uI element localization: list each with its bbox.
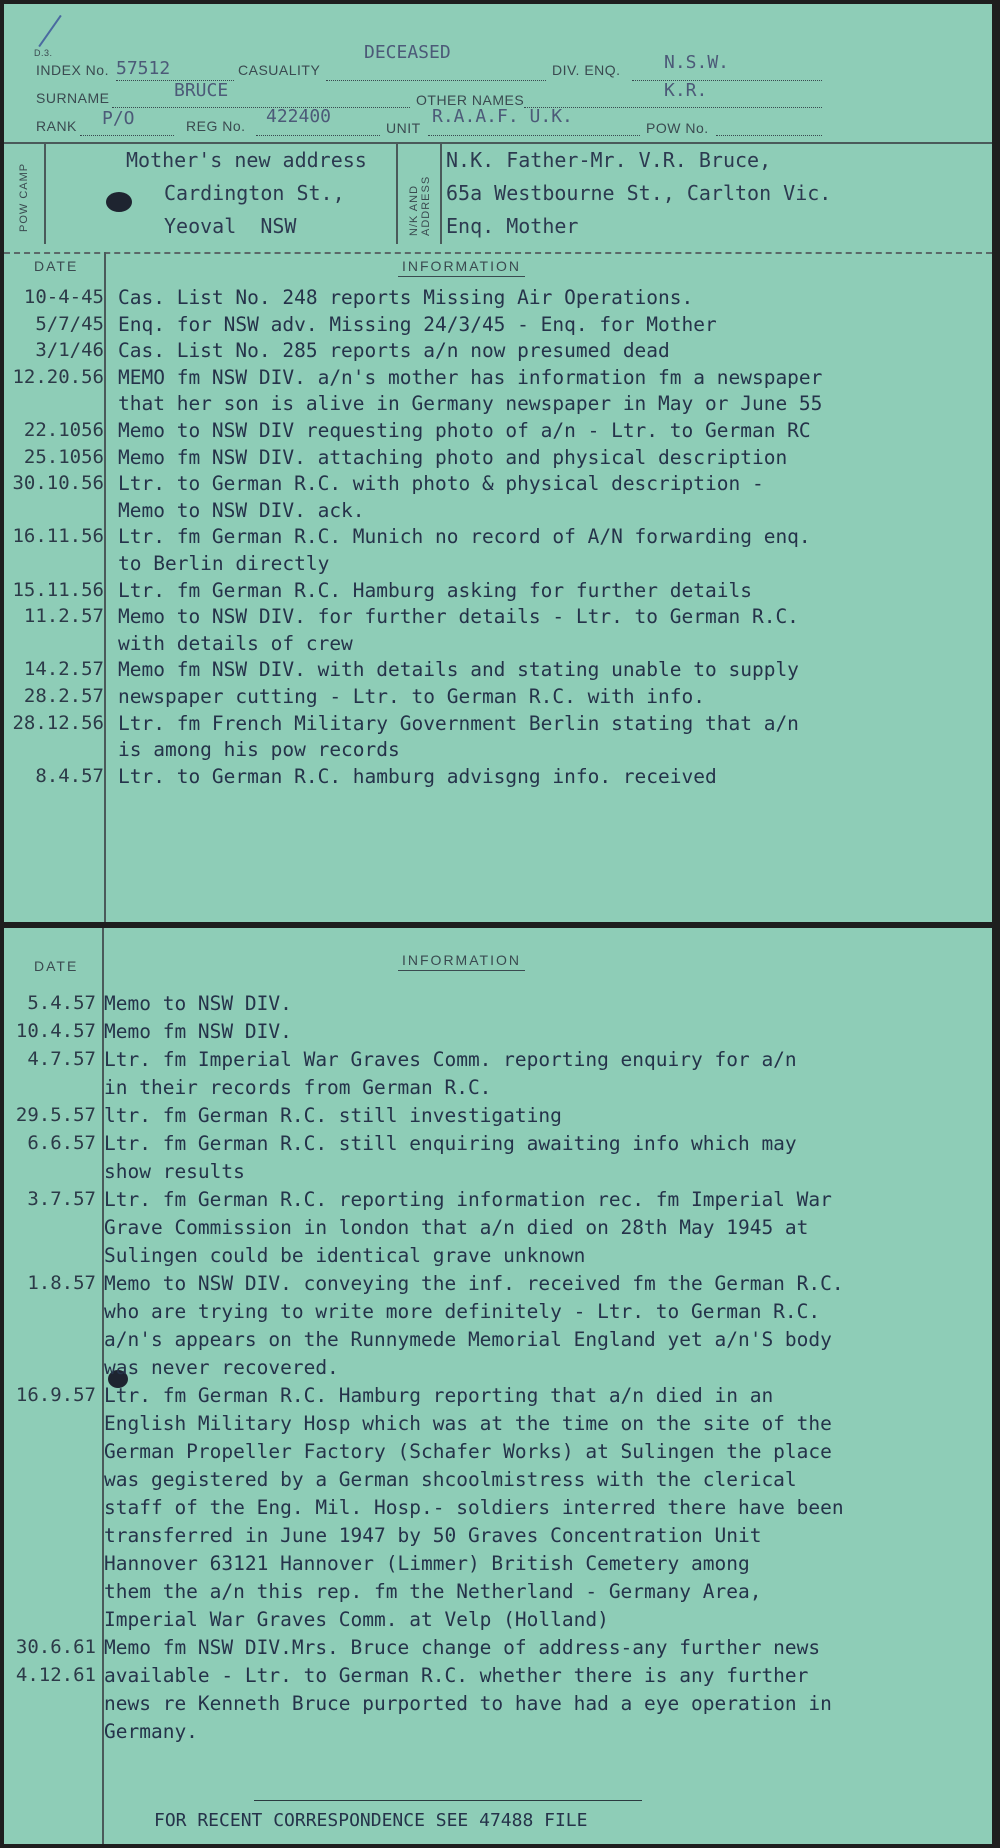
entry-date: 6.6.57: [27, 1132, 96, 1154]
entry-date: 29.5.57: [15, 1104, 96, 1126]
casualty-value: DECEASED: [364, 42, 451, 63]
entry-text-line: Ltr. fm French Military Government Berlin stating that a/n: [118, 711, 799, 735]
entry-text-line: Ltr. to German R.C. with photo & physical description -: [118, 472, 764, 496]
entry-text-line: Ltr. to German R.C. hamburg advisgng info. received: [118, 764, 717, 788]
entry-date: 4.7.57: [27, 1048, 96, 1070]
rank-label: RANK: [36, 118, 77, 134]
entry-text-line: Memo fm NSW DIV. attaching photo and physical description: [118, 445, 788, 469]
entry-text-line: MEMO fm NSW DIV. a/n's mother has information fm a newspaper: [118, 365, 823, 389]
entry-text-line: Ltr. fm German R.C. still enquiring awaiting info which may: [104, 1132, 797, 1155]
entry-text-line: Memo to NSW DIV.: [104, 992, 292, 1015]
entry-text-line: German Propeller Factory (Schafer Works) at Sulingen the place: [104, 1440, 832, 1463]
pow-camp-divider: [44, 142, 46, 244]
reg-underline: [256, 135, 380, 136]
index-card-2: [4, 928, 992, 1844]
entry-text-line: show results: [104, 1160, 245, 1183]
entry-text-line: Germany.: [104, 1720, 198, 1743]
rank-underline: [80, 135, 174, 136]
entry-text-line: Sulingen could be identical grave unknown: [104, 1244, 586, 1267]
entry-date: 15.11.56: [12, 578, 104, 601]
other-names-value: K.R.: [664, 80, 708, 101]
surname-underline: [112, 107, 410, 108]
entry-date: 3.7.57: [27, 1188, 96, 1210]
entry-text-line: news re Kenneth Bruce purported to have had a eye operation in: [104, 1692, 832, 1715]
index-label: INDEX No.: [36, 62, 109, 78]
entry-text-line: Memo to NSW DIV. ack.: [118, 498, 365, 522]
entry-text-line: a/n's appears on the Runnymede Memorial England yet a/n'S body: [104, 1328, 832, 1351]
entry-text-line: Ltr. fm German R.C. reporting information rec. fm Imperial War: [104, 1188, 832, 1211]
pen-mark: [38, 15, 61, 47]
entry-text-line: Imperial War Graves Comm. at Velp (Holland): [104, 1608, 609, 1631]
entry-date: 3/1/46: [35, 339, 104, 362]
entry-text-line: was never recovered.: [104, 1356, 339, 1379]
nk-line-3: Enq. Mother: [446, 214, 579, 238]
entry-date: 12.20.56: [12, 365, 104, 388]
divider-info: [4, 252, 992, 254]
camp-line-1: Mother's new address: [126, 148, 367, 172]
entry-text-line: Ltr. fm German R.C. Munich no record of A/N forwarding enq.: [118, 525, 811, 549]
pow-no-underline: [716, 135, 822, 136]
date-header: DATE: [34, 258, 79, 274]
nk-line-2: 65a Westbourne St., Carlton Vic.: [446, 181, 832, 205]
entry-date: 10-4-45: [23, 286, 104, 308]
entry-text-line: Memo fm NSW DIV. with details and stating unable to supply: [118, 658, 799, 682]
unit-value: R.A.A.F. U.K.: [432, 106, 573, 127]
nk-divider-left: [396, 142, 398, 244]
index-prefix: D.3.: [34, 48, 53, 58]
entry-text-line: who are trying to write more definitely - Ltr. to German R.C.: [104, 1300, 821, 1323]
entry-text-line: to Berlin directly: [118, 552, 330, 575]
entry-date: 1.8.57: [27, 1272, 96, 1294]
entry-text-line: Ltr. fm German R.C. Hamburg reporting that a/n died in an: [104, 1384, 774, 1407]
entry-text-line: newspaper cutting - Ltr. to German R.C. with info.: [118, 685, 705, 708]
entry-text-line: staff of the Eng. Mil. Hosp.- soldiers interred there have been: [104, 1496, 844, 1519]
camp-line-3: Yeoval NSW: [164, 214, 297, 238]
date-column-rule: [104, 252, 106, 922]
entry-text-line: Memo to NSW DIV requesting photo of a/n - Ltr. to German RC: [118, 419, 811, 442]
entry-text-line: Grave Commission in london that a/n died on 28th May 1945 at: [104, 1216, 809, 1239]
entry-date: 5/7/45: [35, 312, 104, 335]
index-value: 57512: [116, 58, 171, 79]
entry-date: 30.6.61: [15, 1636, 96, 1658]
surname-label: SURNAME: [36, 90, 110, 106]
entry-text-line: Memo fm NSW DIV.: [104, 1020, 292, 1043]
entry-date: 4.12.61: [15, 1664, 96, 1686]
entry-text-line: transferred in June 1947 by 50 Graves Concentration Unit: [104, 1524, 762, 1547]
entry-text-line: Cas. List No. 285 reports a/n now presumed dead: [118, 339, 670, 363]
nk-line-1: N.K. Father-Mr. V.R. Bruce,: [446, 148, 772, 172]
entry-date: 16.11.56: [12, 525, 104, 548]
entry-date: 11.2.57: [23, 605, 104, 628]
camp-line-2: Cardington St.,: [164, 181, 345, 205]
entry-text-line: them the a/n this rep. fm the Netherland - Germany Area,: [104, 1580, 762, 1603]
entry-text-line: in their records from German R.C.: [104, 1076, 492, 1099]
reg-label: REG No.: [186, 118, 246, 134]
entry-text-line: Ltr. fm Imperial War Graves Comm. reporting enquiry for a/n: [104, 1048, 797, 1071]
entry-text-line: Cas. List No. 248 reports Missing Air Operations.: [118, 286, 694, 309]
entry-date: 16.9.57: [15, 1384, 96, 1406]
entry-text-line: Ltr. fm German R.C. Hamburg asking for further details: [118, 578, 752, 602]
entry-text-line: Hannover 63121 Hannover (Limmer) British Cemetery among: [104, 1552, 750, 1575]
punch-hole: [106, 192, 132, 212]
entry-date: 22.1056: [23, 419, 104, 441]
rank-value: P/O: [102, 108, 135, 129]
date-header-2: DATE: [34, 958, 79, 974]
nk-label: N/K AND ADDRESS: [408, 175, 432, 236]
entry-date: 28.2.57: [23, 685, 104, 707]
unit-underline: [428, 135, 640, 136]
entry-date: 30.10.56: [12, 472, 104, 495]
entry-date: 10.4.57: [15, 1020, 96, 1042]
pow-no-label: POW No.: [646, 120, 709, 136]
casualty-underline: [326, 80, 546, 81]
info-header-2: INFORMATION: [398, 952, 525, 971]
entry-date: 14.2.57: [23, 658, 104, 681]
entry-text-line: with details of crew: [118, 631, 353, 655]
entry-text-line: available - Ltr. to German R.C. whether there is any further: [104, 1664, 809, 1687]
footer-rule: [254, 1800, 642, 1801]
info-header: INFORMATION: [398, 258, 525, 277]
entry-text-line: Enq. for NSW adv. Missing 24/3/45 - Enq. for Mother: [118, 312, 717, 336]
entry-text-line: was gegistered by a German shcoolmistress with the clerical: [104, 1468, 797, 1491]
unit-label: UNIT: [386, 120, 421, 136]
pow-camp-label: POW CAMP: [18, 162, 30, 232]
div-enq-label: DIV. ENQ.: [552, 62, 621, 78]
entry-text-line: English Military Hosp which was at the time on the site of the: [104, 1412, 832, 1435]
entry-date: 5.4.57: [27, 992, 96, 1014]
footer-note: FOR RECENT CORRESPONDENCE SEE 47488 FILE: [154, 1810, 588, 1831]
entry-date: 25.1056: [23, 445, 104, 468]
entry-text-line: Memo to NSW DIV. conveying the inf. received fm the German R.C.: [104, 1272, 844, 1295]
entry-date: 28.12.56: [12, 711, 104, 734]
div-enq-value: N.S.W.: [664, 52, 730, 73]
entry-text-line: Memo to NSW DIV. for further details - Ltr. to German R.C.: [118, 605, 799, 629]
entry-text-line: that her son is alive in Germany newspaper in May or June 55: [118, 392, 823, 416]
surname-value: BRUCE: [174, 80, 229, 101]
entry-text-line: ltr. fm German R.C. still investigating: [104, 1104, 562, 1127]
reg-value: 422400: [266, 106, 332, 127]
entry-text-line: is among his pow records: [118, 738, 400, 762]
entry-text-line: Memo fm NSW DIV.Mrs. Bruce change of address-any further news: [104, 1636, 821, 1659]
entry-date: 8.4.57: [35, 764, 104, 787]
other-names-label: OTHER NAMES: [416, 92, 525, 108]
casualty-label: CASUALITY: [238, 62, 321, 78]
index-card-1: [4, 4, 992, 922]
nk-divider-right: [440, 142, 442, 244]
div-enq-underline: [632, 80, 822, 81]
